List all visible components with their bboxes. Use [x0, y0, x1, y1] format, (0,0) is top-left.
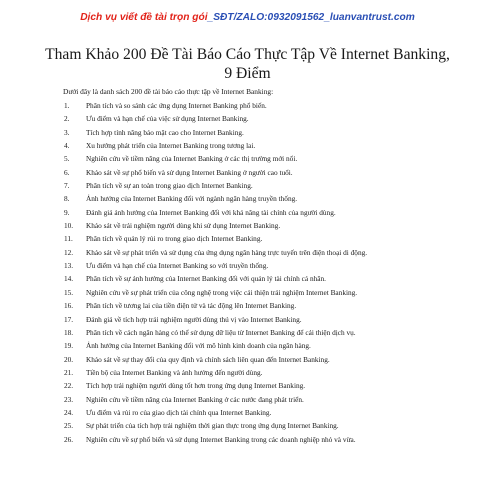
topic-text: Ưu điểm và rủi ro của giao dịch tài chính qua Internet Banking.: [86, 407, 272, 417]
topic-number: 18.: [64, 327, 74, 337]
topic-item: [64, 353, 367, 366]
topic-text: Phân tích về sự ảnh hưởng của Internet Banking đối với quản lý tài chính cá nhân.: [86, 274, 326, 284]
topic-number: 11.: [64, 234, 73, 244]
topic-number: 23.: [64, 394, 74, 404]
topic-text: Phân tích và so sánh các ứng dụng Internet Banking phổ biến.: [86, 101, 267, 110]
topic-text: Đánh giá ảnh hưởng của Internet Banking đối với khả năng tài chính của người dùng.: [86, 207, 336, 217]
topic-text: Đánh giá về tích hợp trải nghiệm người dùng thú vị vào Internet Banking.: [86, 314, 302, 324]
topic-item: [64, 166, 367, 179]
topic-number: 2.: [64, 114, 70, 124]
topic-item: [64, 259, 367, 272]
topic-number: 6.: [64, 167, 70, 177]
topic-text: Phân tích về tương lai của tiền điện tử và tác động lên Internet Banking.: [86, 301, 297, 311]
topic-text: Nghiên cứu về sự phát triển của công nghệ trong việc cải thiện trải nghiệm Internet Banking.: [86, 287, 358, 297]
topic-number: 25.: [64, 421, 74, 431]
topic-item: [64, 406, 367, 419]
document-intro: Dưới đây là danh sách 200 đề tài báo cáo thực tập về Internet Banking:: [63, 87, 274, 96]
topic-text: Ảnh hưởng của Internet Banking đối với ngành ngân hàng truyền thống.: [86, 194, 298, 204]
topic-number: 17.: [64, 314, 74, 324]
topic-number: 9.: [64, 207, 70, 217]
topic-item: [64, 206, 367, 219]
topic-number: 26.: [64, 434, 74, 444]
topic-number: 8.: [64, 194, 70, 204]
topic-text: Xu hướng phát triển của Internet Banking trong tương lai.: [86, 141, 256, 151]
banner-service-text: Dịch vụ viết đề tài trọn gói: [80, 12, 208, 23]
topic-item: [64, 299, 367, 312]
topic-number: 14.: [64, 274, 74, 284]
banner-phone-text: _SĐT/ZALO:0932091562: [207, 12, 325, 23]
topic-number: 3.: [64, 127, 70, 137]
topic-number: 20.: [64, 354, 74, 364]
topic-text: Phân tích về quản lý rủi ro trong giao dịch Internet Banking.: [86, 234, 263, 244]
topic-item: [64, 286, 367, 299]
banner-site-text: _luanvantrust.com: [324, 12, 415, 23]
topic-text: Ưu điểm và hạn chế của việc sử dụng Internet Banking.: [86, 114, 249, 124]
topic-item: [64, 393, 367, 406]
topic-number: 5.: [64, 154, 70, 164]
topic-number: 10.: [64, 221, 74, 231]
topic-text: Khảo sát về sự phát triển và sử dụng của ứng dụng ngân hàng trực tuyến trên điện thoại di động.: [86, 247, 368, 257]
topic-item: [64, 339, 367, 352]
topic-text: Tích hợp trải nghiệm người dùng tốt hơn trong ứng dụng Internet Banking.: [86, 381, 306, 391]
topic-list: [64, 99, 367, 446]
topic-item: [64, 152, 367, 165]
topic-text: Khảo sát về trải nghiệm người dùng khi sử dụng Internet Banking.: [86, 221, 281, 231]
topic-item: [64, 246, 367, 259]
topic-item: [64, 419, 367, 432]
topic-text: Tích hợp tính năng bảo mật cao cho Internet Banking.: [86, 127, 244, 137]
topic-item: [64, 433, 367, 446]
topic-item: [64, 219, 367, 232]
promo-banner: [0, 12, 495, 24]
topic-text: Khảo sát về sự phổ biến và sử dụng Internet Banking ở người cao tuổi.: [86, 167, 293, 177]
topic-text: Nghiên cứu về tiềm năng của Internet Banking ở các thị trường mới nổi.: [86, 154, 298, 164]
topic-item: [64, 313, 367, 326]
document-title: Tham Khảo 200 Đề Tài Báo Cáo Thực Tập Về Internet Banking, 9 Điểm: [45, 46, 450, 82]
topic-text: Tiền bộ của Internet Banking và ảnh hưởng đến người dùng.: [86, 367, 263, 377]
topic-number: 16.: [64, 301, 74, 311]
topic-item: [64, 192, 367, 205]
topic-number: 22.: [64, 381, 74, 391]
topic-item: [64, 232, 367, 245]
topic-item: [64, 99, 367, 112]
topic-text: Phân tích về cách ngân hàng có thể sử dụng dữ liệu từ Internet Banking để cải thiện dịch vụ.: [86, 327, 356, 337]
topic-item: [64, 139, 367, 152]
topic-item: [64, 126, 367, 139]
topic-number: 24.: [64, 407, 74, 417]
topic-number: 7.: [64, 181, 70, 191]
topic-item: [64, 112, 367, 125]
topic-text: Sự phát triển của tích hợp trải nghiệm thời gian thực trong ứng dụng Internet Banking.: [86, 421, 339, 431]
topic-text: Ưu điểm và hạn chế của Internet Banking so với truyền thống.: [86, 261, 269, 271]
topic-text: Khảo sát về sự thay đổi của quy định và chính sách liên quan đến Internet Banking.: [86, 354, 330, 364]
topic-number: 1.: [64, 101, 70, 110]
topic-number: 4.: [64, 141, 70, 151]
topic-text: Ảnh hưởng của Internet Banking đối với mô hình kinh doanh của ngân hàng.: [86, 341, 311, 351]
topic-item: [64, 379, 367, 392]
topic-text: Phân tích về sự an toàn trong giao dịch Internet Banking.: [86, 181, 253, 191]
topic-number: 19.: [64, 341, 74, 351]
topic-item: [64, 179, 367, 192]
topic-number: 15.: [64, 287, 74, 297]
topic-text: Nghiên cứu về sự phổ biến và sử dụng Internet Banking trong các doanh nghiệp nhỏ và vừa.: [86, 434, 356, 444]
topic-item: [64, 366, 367, 379]
topic-number: 12.: [64, 247, 74, 257]
topic-number: 13.: [64, 261, 74, 271]
topic-item: [64, 326, 367, 339]
topic-text: Nghiên cứu về tiềm năng của Internet Banking ở các nước đang phát triển.: [86, 394, 304, 404]
topic-item: [64, 272, 367, 285]
topic-number: 21.: [64, 367, 74, 377]
